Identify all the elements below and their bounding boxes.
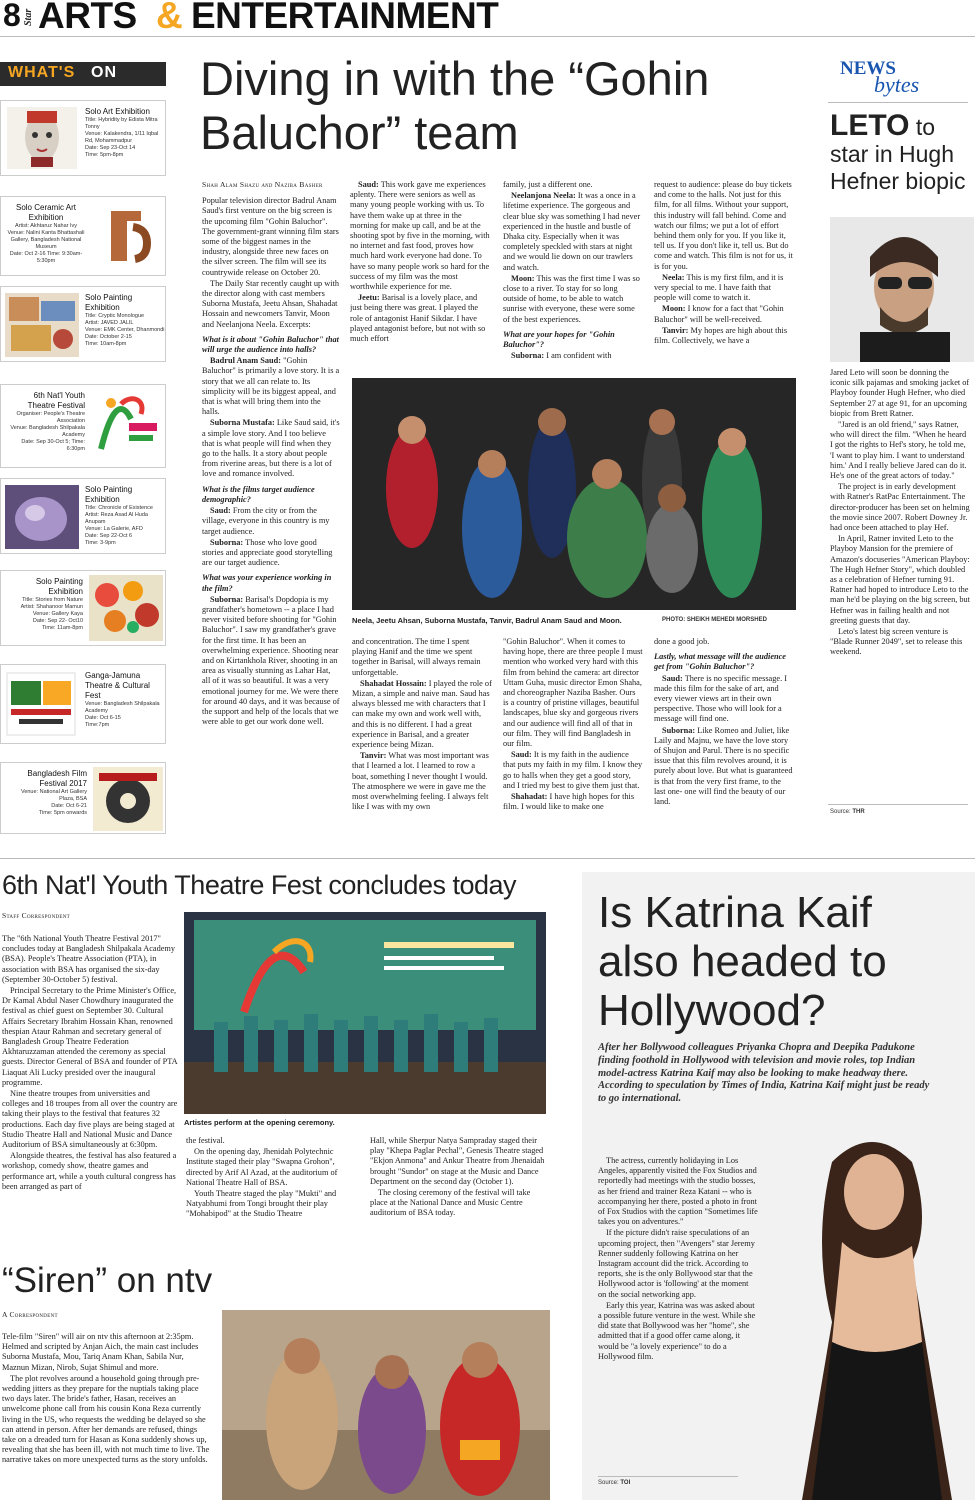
news-bytes-source: Source: THR [830, 809, 865, 815]
section-divider [0, 858, 975, 859]
theatre-story-column-1: The "6th National Youth Theatre Festival 2017" concludes today at Bangladesh Shilpakala Academy (BSA). People's Theatre Association (PTA), in association with BSA has organised the six-day (September 30-October 5) festival. Principal Secretary to the Prime Minister's Office, Dr Kamal Abdul Naser Chowdhury inaugurated the festival as chief guest on September 30. Cultural Affairs Secretary Ibrahim Hossain Khan, renowned thespian Ataur Rahman and secretary general of Bangladesh Group Theatre Federation Akhtaruzzaman attended the ceremony as special guests. Director General of BSA and founder of PTA Liaquat Ali Lucky presided over the inaugural programme. Nine theatre troupes from universities and colleges and 18 troupes from all over the country are taking their plays to the festival that features 32 productions. Each day five plays are being staged at Studio Theatre Hall and National Music and Dance Auditorium of BSA simultaneously at 6:30pm. Alongside theatres, the festival has also featured a workshop, comedy show, theatre games and performance art, while a youth cultural congress has been arranged as part of [2, 934, 178, 1191]
event-detail: Venue: EMK Center, Dhanmondi [85, 327, 165, 333]
event-title: Solo Ceramic Art Exhibition [15, 203, 77, 222]
list-item[interactable] [0, 478, 166, 554]
event-detail: Date: Oct 6-15 [85, 715, 121, 721]
main-story-column-2: Saud: This work gave me experiences aplenty. There were seniors as well as many young people working with us. To have them wake up at three in the morning for make up call, and be at the shooting spot by five in the morning, with no internet and fast food, proves how much hard work everyone had done. To have so many people work so hard for the success of my film was the most worthwhile experience for me. Jeetu: Barisal is a lovely place, and just being there was great. I played the role of antagonist Hanif Sikdar. I have played antagonist before, but not with so much effort [350, 180, 490, 344]
main-story-column-3: family, just a different one. Neelanjona Neela: It was a once in a lifetime experience. The gorgeous and clear blue sky was something I had never experienced in the hustle and bustle of Dhaka city. Especially when it was completely speckled with stars at night and we would lie down on our trawlers and watch. Moon: This was the first time I was so close to a river. To stay for so long outside of home, to be able to watch sunrise with everyone, these were some of the best experiences. What are your hopes for "Gohin Baluchor"? Suborna: I am confident with [503, 180, 641, 361]
katrina-intro: After her Bollywood colleagues Priyanka Chopra and Deepika Padukone finding foothold in Hollywood with television and movie roles, top Indian model-actress Katrina Kaif may also be looking to make headway there. According to speculation by Times of India, Katrina Kaif might just be ready to go international. [598, 1042, 930, 1105]
event-detail: Time: 5pm onwards [38, 810, 87, 816]
whats-on-list [0, 92, 168, 816]
page-number: 8 [3, 0, 21, 33]
brand-logo: Star [23, 8, 34, 26]
news-bytes-box [828, 52, 975, 832]
news-bytes-label: NEWS [840, 58, 896, 79]
list-item[interactable] [0, 100, 166, 176]
main-headline: Diving in with the “Gohin Baluchor” team [200, 52, 710, 159]
event-detail: Date: Oct 2-16 Time: 9:30am-5:30pm [9, 251, 83, 264]
list-item[interactable] [0, 384, 166, 468]
event-title: Solo Art Exhibition [85, 107, 150, 116]
section-title-amp: & [156, 0, 183, 36]
event-detail: Time: 10am-8pm [85, 341, 127, 347]
main-photo-credit: PHOTO: SHEIKH MEHEDI MORSHED [662, 617, 767, 623]
header-rule [0, 36, 975, 37]
event-detail: Time:7pm [85, 722, 110, 728]
siren-headline: “Siren” on ntv [2, 1261, 213, 1300]
event-detail: Venue: Gallery Kaya [32, 611, 83, 617]
list-item[interactable] [0, 196, 166, 276]
festival-logo-thumbnail [91, 389, 163, 461]
event-thumbnail [93, 767, 163, 831]
news-bytes-sublabel: bytes [874, 72, 920, 97]
theatre-headline: 6th Nat'l Youth Theatre Fest concludes today [2, 870, 517, 900]
theatre-photo [184, 912, 546, 1114]
news-bytes-headline: LETO to star in Hugh Hefner biopic [830, 109, 966, 194]
event-detail: Date: Sep 23-Oct 14 [85, 145, 136, 151]
event-detail: Title: Stories from Nature [22, 597, 83, 603]
event-title: Solo Painting Exhibition [35, 577, 83, 596]
list-item[interactable] [0, 570, 166, 646]
katrina-source-rule [598, 1476, 738, 1477]
event-detail: Date: October 2-15 [85, 334, 132, 340]
theatre-photo-caption: Artistes perform at the opening ceremony. [184, 1118, 335, 1127]
whats-on-label-on: ON [91, 64, 117, 81]
katrina-source: Source: TOI [598, 1480, 631, 1486]
event-detail: Venue: Bangladesh Shilpakala Academy [85, 701, 160, 714]
event-thumbnail [7, 107, 77, 169]
event-detail: Artist: Shahanoor Mamun [20, 604, 83, 610]
katrina-photo [762, 1122, 975, 1500]
event-detail: Venue: La Galerie, AFD [85, 526, 143, 532]
event-detail: Date: Oct 6-21 [51, 803, 87, 809]
event-detail: Time: 11am-8pm [42, 625, 83, 631]
whats-on-label: WHAT'S [8, 64, 76, 81]
event-detail: Venue: Bangladesh Shilpakala Academy [10, 425, 85, 438]
list-item[interactable] [0, 762, 166, 834]
main-story-column-3b: "Gohin Baluchor". When it comes to having hope, there are three people I must mention who worked very hard with this film from behind the camera: art director Uttam Guha, music director Emon Shaha, and choreographer Naziba Basher. Ours is a country of pristine villages, beautiful landscapes, blue sky and gorgeous rivers and our audience will find all of that in our film. They will find Bangladesh in our film. Saud: It is my faith in the audience that puts my faith in my film. I know they go to halls when they get a good story, and I tried my best to give them just that. Shahadat: I have high hopes for this film. I would like to make one [503, 637, 643, 812]
event-detail: Venue: Kalakendra, 1/11 Iqbal Rd, Mohammadpur [85, 131, 159, 144]
event-detail: Title: Hybridity by Edista Mitra Tonny [85, 117, 158, 130]
leto-photo [830, 217, 974, 362]
theatre-story-column-3: Hall, while Sherpur Natya Sampraday staged their play "Khepa Paglar Pechal", Genesis Theatre staged "Ekjon Anmona" and Ankur Theatre from Jhenaidah brought "Sundor" on stage at the Music and Dance Department on the second day (October 1). The closing ceremony of the festival will take place at the National Dance and Music Centre auditorium of BSA today. [370, 1136, 545, 1218]
section-title-arts: ARTS [38, 0, 137, 36]
event-detail: Date: Sep 22-Oct 6 [85, 533, 133, 539]
event-detail: Title: Cryptic Monologue [85, 313, 145, 319]
event-detail: Artist: Reza Asad Al Huda Anupam [85, 512, 148, 525]
leto-story-text: Jared Leto will soon be donning the iconic silk pajamas and smoking jacket of Playboy founder Hugh Hefner, who died September 27 at age 91, for an upcoming biopic from Brett Ratner. "Jared is an old friend," says Ratner, who will direct the film. "When he heard I got the rights to Hef's story, he told me, 'I want to play him. I want to understand him.' And I really believe Jared can do it. He's one of the great actors of today." The project is in early development with Ratner's RatPac Entertainment. The director-producer has been set on helming the movie since 2007. Robert Downey Jr. had once been attached to play Hef. In April, Ratner invited Leto to the Playboy Mansion for the premiere of Amazon's docuseries "American Playboy: The Hugh Hefner Story", which doubled as a celebration of Hefner turning 91. Ratner had hoped to introduce Leto to the man he'd be playing on the big screen, but Hefner was in failing health and not greeting guests that day. Leto's latest big screen venture is "Blade Runner 2049", set to release this weekend. [830, 368, 970, 657]
list-item[interactable] [0, 664, 166, 744]
event-title: Solo Painting Exhibition [85, 485, 133, 504]
event-title: Solo Painting Exhibition [85, 293, 133, 312]
news-bytes-rule [828, 102, 968, 103]
event-detail: Time: 5pm-8pm [85, 152, 124, 158]
event-thumbnail [97, 203, 161, 269]
event-detail: Title: Chronicle of Existence [85, 505, 153, 511]
main-story-column-2b: and concentration. The time I spent playing Hanif and the time we spent together in Barisal, will always remain unforgettable. Shahadat Hossain: I played the role of Mizan, a simple and naive man. Saud has always blessed me with characters that I can make my own and work well with, and this is no different. I had a great experience in Barisal, and a greater experience being Mizan. Tanvir: What was most important was that I learned a lot. I learned to row a boat, something I never thought I would. The atmosphere we were in gave me the most overwhelming feeling. I always felt like I was with my own [352, 637, 492, 812]
main-story-column-4b: done a good job. Lastly, what message will the audience get from "Gohin Baluchor"? Saud: There is no specific message. I made this film for the sake of art, and every viewer views art in their own perspective. Those who will look for a message will find one. Suborna: Like Romeo and Juliet, like Laily and Majnu, we have the love story of Shujon and Parul. There is no specific issue that this film revolves around, it is purely about love. But what is guaranteed is that from the very first frame, to the last one- one will find the beauty of our land. [654, 637, 793, 807]
event-detail: Time: 3-9pm [85, 540, 116, 546]
event-thumbnail [5, 485, 79, 549]
main-byline: Shah Alam Shazu and Naziba Basher [202, 180, 323, 189]
event-detail: Venue: National Art Gallery Plaza, BSA [20, 789, 87, 802]
event-title: 6th Nat'l Youth Theatre Festival [27, 391, 85, 410]
event-detail: Artist: JAVED JALIL [85, 320, 134, 326]
event-thumbnail [5, 671, 77, 737]
siren-photo [222, 1310, 550, 1500]
siren-story-text: Tele-film "Siren" will air on ntv this afternoon at 2:35pm. Helmed and scripted by Anjan Aich, the main cast includes Suborna Mustafa, Mou, Tariq Anam Khan, Sabila Nur, Maznun Mizan, Nirob, Sujat Shimul and more. The plot revolves around a household going through pre-wedding jitters as they prepare for the nuptials taking place two days later. The bride's father, Hasan, receives an unwelcome phone call from his cousin Kona Reza currently living in the US, who requests the wedding be delayed so she can attend in person. After her demands are refused, things take on a dreaded turn for Hasan as Kona suddenly shows up, revealing that she has been ill, with not much time to live. The narrative takes on more unexpected turns as the story unfolds. [2, 1332, 210, 1465]
event-detail: Date: Sep 30-Oct 5; Time: 6:30pm [21, 439, 85, 452]
event-detail: Venue: Nalini Kanta Bhattashali Gallery, Bangladesh National Museum [7, 230, 85, 250]
cast-group-photo [352, 378, 796, 610]
section-header [0, 0, 570, 34]
main-story-column-4: request to audience: please do buy tickets and come to the halls. Not just for this film, for all films. Without your support, this industry will fall behind. Come and watch our films; we put a lot of effort behind them only for you. If you like it, tell us. If you don't like it, tell us. But do come and watch. This film is not for us, it is for you. Neela: This is my first film, and it is very special to me. I have faith that people will come to watch it. Moon: I know for a fact that "Gohin Baluchor" will be well-received. Tanvir: My hopes are high about this film. Collectively, we have a [654, 180, 793, 346]
whats-on-banner [0, 62, 166, 86]
katrina-headline: Is Katrina Kaif also headed to Hollywood? [598, 888, 887, 1035]
event-detail: Artist: Akhtaruz Nahar Ivy [14, 223, 78, 229]
theatre-byline: Staff Correspondent [2, 911, 71, 920]
katrina-story-text: The actress, currently holidaying in Los Angeles, apparently visited the Fox Studios and reportedly had meetings with the studio bosses, as her friend and trainer Reza Katani -- who is accompanying her there, posted a photo in front of Fox Studios with the caption "Sometimes life takes you on adventures." If the picture didn't raise speculations of an upcoming project, then "Avengers" star Jeremy Renner suddenly following Katrina on her Instagram account did the trick. According to reports, she is the only Bollywood star that the Hollywood actor is 'following' at the moment on the social networking app. Early this year, Katrina was was asked about a possible future venture in the west. While she did state that Bollywood was her "home", she admitted that if a good offer came along, it would be "a lovely experience" to do a Hollywood film. [598, 1156, 758, 1361]
event-detail: Organiser: People's Theatre Association [16, 411, 85, 424]
theatre-story-column-2: the festival. On the opening day, Jhenidah Polytechnic Institute staged their play "Swapna Grohon", directed by Arif Al Azad, at the auditorium of National Theatre Hall of BSA. Youth Theatre staged the play "Mukti" and Natyabhumi from Tongi brought their play "Mohabipod" at the Studio Theatre [186, 1136, 338, 1219]
event-thumbnail [89, 575, 163, 641]
event-title: Bangladesh Film Festival 2017 [27, 769, 87, 788]
main-photo-caption: Neela, Jeetu Ahsan, Suborna Mustafa, Tanvir, Badrul Anam Saud and Moon. [352, 616, 622, 625]
event-title: Ganga-Jamuna Theatre & Cultural Fest [85, 671, 150, 700]
main-story-column-1: Shah Alam Shazu and Naziba Basher Popular television director Badrul Anam Saud's first venture on the big screen is the upcoming film "Gohin Baluchor". The government-grant winning film stars some of the biggest names in the industry, alongside three new faces on the silver screen. The film will see its countrywide release on October 20. The Daily Star recently caught up with the director along with cast members Suborna Mustafa, Jeetu Ahsan, Shahadat Hossain and newcomers Tanvir, Moon and Neelanjona Neela. Excerpts: What is it about "Gohin Baluchor" that will urge the audience into halls? Badrul Anam Saud: "Gohin Baluchor" is primarily a love story. It is a story that we all can relate to. Its simplicity will be its biggest appeal, and that is what will bring them into the halls. Suborna Mustafa: Like Saud said, it's a simple love story. And I too believe that is what people will find when they go to the halls. It a story about people from riverine areas, but there is a lot of love and romance involved. What is the films target audience demographic? Saud: From the city or from the village, everyone in this country is my target audience. Suborna: Those who love good stories and appreciate good storytelling are our target audience. What was your experience working in the film? Suborna: Barisal's Dopdopia is my grandfather's hometown -- a place I had never visited before shooting for "Gohin Baluchor". I saw my grandfather's grave for the first time. It has been an overwhelming experience. Shooting near and on Kirtankhola River, shooting in an area as visually stunning as Lahar Hat, all of it was so beautiful. It was a very emotional journey for me. We were there for around 40 days, and it was because of the support and help of the locals that we were able to get our work done well. [202, 180, 340, 727]
event-thumbnail [5, 293, 79, 357]
katrina-box [582, 872, 975, 1500]
news-bytes-source-rule [828, 804, 968, 805]
list-item[interactable] [0, 286, 166, 362]
siren-byline: A Correspondent [2, 1310, 58, 1319]
event-detail: Date: Sep 22- Oct10 [32, 618, 83, 624]
section-title-entertainment: ENTERTAINMENT [191, 0, 499, 36]
